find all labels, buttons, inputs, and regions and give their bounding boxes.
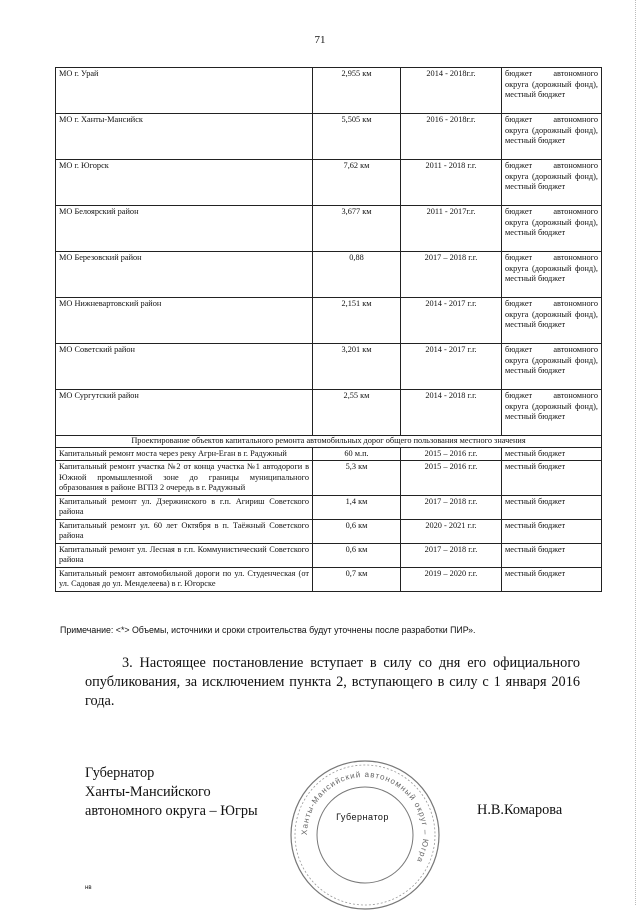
signatory-name: Н.В.Комарова bbox=[477, 802, 563, 818]
funding-cell: бюджет автономного округа (дорожный фонд), местный бюджет bbox=[502, 344, 602, 390]
table-row bbox=[56, 543, 602, 567]
funding-cell: бюджет автономного округа (дорожный фонд), местный бюджет bbox=[502, 206, 602, 252]
section-header-row bbox=[56, 436, 602, 448]
table-row bbox=[56, 447, 602, 461]
object-name-cell: Капитальный ремонт участка №2 от конца участка №1 автодороги в Южной промышленной зоне до границы муниципального образования в районе ВГПЗ 2 очередь в г. Радужный bbox=[56, 461, 313, 496]
period-cell: 2014 - 2018 г.г. bbox=[401, 390, 502, 436]
length-cell: 60 м.п. bbox=[313, 447, 401, 461]
length-cell: 2,955 км bbox=[313, 68, 401, 114]
object-name-cell: Капитальный ремонт ул. Лесная в г.п. Коммунистический Советского района bbox=[56, 543, 313, 567]
funding-cell: бюджет автономного округа (дорожный фонд), местный бюджет bbox=[502, 298, 602, 344]
length-cell: 0,88 bbox=[313, 252, 401, 298]
period-cell: 2017 – 2018 г.г. bbox=[401, 252, 502, 298]
funding-cell: бюджет автономного округа (дорожный фонд), местный бюджет bbox=[502, 390, 602, 436]
table-body-municipal bbox=[56, 68, 602, 436]
funding-cell: местный бюджет bbox=[502, 495, 602, 519]
table-row bbox=[56, 461, 602, 496]
period-cell: 2011 - 2018 г.г. bbox=[401, 160, 502, 206]
object-name-cell: МО г. Ханты-Мансийск bbox=[56, 114, 313, 160]
funding-cell: бюджет автономного округа (дорожный фонд), местный бюджет bbox=[502, 68, 602, 114]
executor-initials: нв bbox=[85, 885, 92, 891]
length-cell: 2,55 км bbox=[313, 390, 401, 436]
object-name-cell: МО Советский район bbox=[56, 344, 313, 390]
object-name-cell: МО г. Урай bbox=[56, 68, 313, 114]
object-name-cell: МО Нижневартовский район bbox=[56, 298, 313, 344]
objects-table bbox=[55, 67, 602, 592]
object-name-cell: Капитальный ремонт ул. 60 лет Октября в п. Таёжный Советского района bbox=[56, 519, 313, 543]
table-section bbox=[56, 436, 602, 448]
period-cell: 2017 – 2018 г.г. bbox=[401, 495, 502, 519]
object-name-cell: МО Белоярский район bbox=[56, 206, 313, 252]
period-cell: 2017 – 2018 г.г. bbox=[401, 543, 502, 567]
table-row bbox=[56, 206, 602, 252]
length-cell: 0,6 км bbox=[313, 519, 401, 543]
seal-center-text: Губернатор bbox=[336, 812, 389, 822]
signature-title-line2: Ханты-Мансийского bbox=[85, 784, 211, 800]
object-name-cell: МО Березовский район bbox=[56, 252, 313, 298]
table-row bbox=[56, 390, 602, 436]
length-cell: 5,505 км bbox=[313, 114, 401, 160]
object-name-cell: Капитальный ремонт ул. Дзержинского в г.п. Агириш Советского района bbox=[56, 495, 313, 519]
period-cell: 2015 – 2016 г.г. bbox=[401, 447, 502, 461]
funding-cell: местный бюджет bbox=[502, 447, 602, 461]
signature-block bbox=[85, 764, 258, 821]
signature-title-line3: автономного округа – Югры bbox=[85, 803, 258, 819]
table-note: Примечание: <*> Объемы, источники и сроки строительства будут уточнены после разработки ПИР». bbox=[60, 625, 476, 635]
period-cell: 2011 - 2017г.г. bbox=[401, 206, 502, 252]
period-cell: 2014 - 2017 г.г. bbox=[401, 344, 502, 390]
object-name-cell: Капитальный ремонт автомобильной дороги по ул. Студенческая (от ул. Садовая до ул. Менделеева) в г. Югорске bbox=[56, 567, 313, 591]
object-name-cell: Капитальный ремонт моста через реку Агрн-Еган в г. Радужный bbox=[56, 447, 313, 461]
seal-ring-text: Ханты-Мансийский автономный округ – Югра bbox=[299, 769, 431, 865]
funding-cell: местный бюджет bbox=[502, 567, 602, 591]
period-cell: 2016 - 2018г.г. bbox=[401, 114, 502, 160]
scan-edge bbox=[634, 0, 636, 905]
table-row bbox=[56, 160, 602, 206]
table-row bbox=[56, 252, 602, 298]
funding-cell: местный бюджет bbox=[502, 461, 602, 496]
table-row bbox=[56, 567, 602, 591]
funding-cell: местный бюджет bbox=[502, 519, 602, 543]
official-seal bbox=[285, 755, 445, 915]
length-cell: 0,7 км bbox=[313, 567, 401, 591]
length-cell: 3,201 км bbox=[313, 344, 401, 390]
table-row bbox=[56, 114, 602, 160]
length-cell: 3,677 км bbox=[313, 206, 401, 252]
table-row bbox=[56, 519, 602, 543]
period-cell: 2014 - 2018г.г. bbox=[401, 68, 502, 114]
length-cell: 0,6 км bbox=[313, 543, 401, 567]
section-title: Проектирование объектов капитального ремонта автомобильных дорог общего пользования местного значения bbox=[56, 436, 602, 448]
table-row bbox=[56, 68, 602, 114]
signature-title-line1: Губернатор bbox=[85, 765, 155, 781]
length-cell: 5,3 км bbox=[313, 461, 401, 496]
funding-cell: бюджет автономного округа (дорожный фонд), местный бюджет bbox=[502, 114, 602, 160]
period-cell: 2019 – 2020 г.г. bbox=[401, 567, 502, 591]
period-cell: 2014 - 2017 г.г. bbox=[401, 298, 502, 344]
period-cell: 2015 – 2016 г.г. bbox=[401, 461, 502, 496]
resolution-paragraph: 3. Настоящее постановление вступает в силу со дня его официального опубликования, за исключением пункта 2, вступающего в силу с 1 января 2016 года. bbox=[85, 655, 580, 709]
object-name-cell: МО Сургутский район bbox=[56, 390, 313, 436]
funding-cell: местный бюджет bbox=[502, 543, 602, 567]
funding-cell: бюджет автономного округа (дорожный фонд), местный бюджет bbox=[502, 252, 602, 298]
period-cell: 2020 - 2021 г.г. bbox=[401, 519, 502, 543]
length-cell: 7,62 км bbox=[313, 160, 401, 206]
funding-cell: бюджет автономного округа (дорожный фонд), местный бюджет bbox=[502, 160, 602, 206]
length-cell: 2,151 км bbox=[313, 298, 401, 344]
page-number: 71 bbox=[314, 34, 326, 46]
table-body-design bbox=[56, 447, 602, 591]
table-row bbox=[56, 344, 602, 390]
table-row bbox=[56, 298, 602, 344]
table-row bbox=[56, 495, 602, 519]
length-cell: 1,4 км bbox=[313, 495, 401, 519]
object-name-cell: МО г. Югорск bbox=[56, 160, 313, 206]
